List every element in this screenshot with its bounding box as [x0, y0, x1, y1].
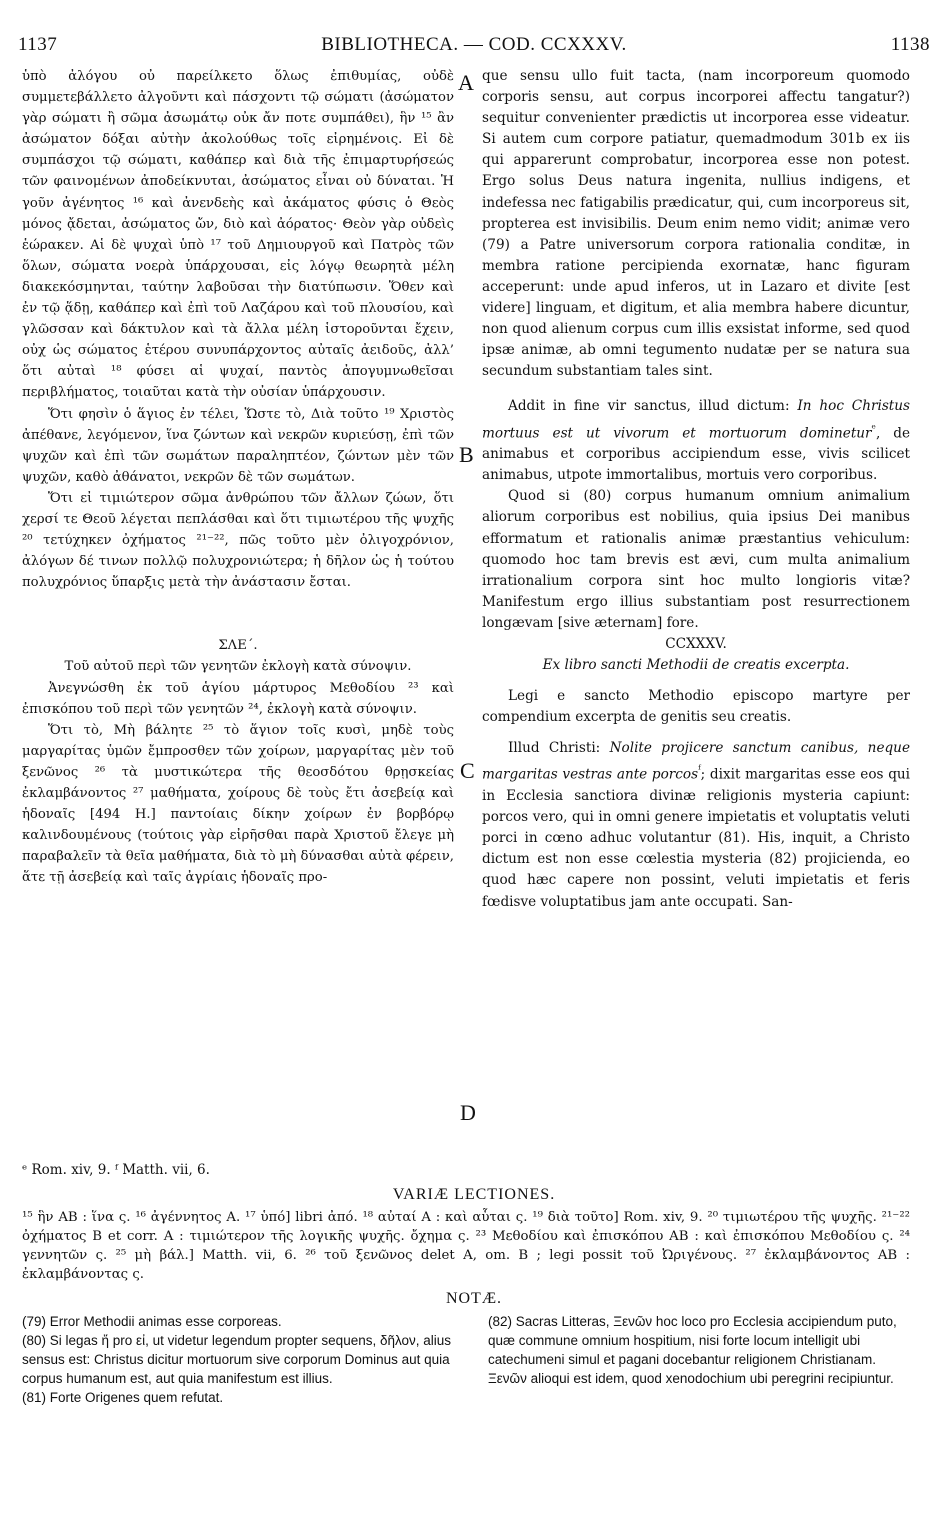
greek-column [22, 66, 454, 888]
greek-paragraph-4: Ἀνεγνώσθη ἐκ τοῦ ἁγίου μάρτυρος Μεθοδίου ²³ καὶ ἐπισκόπου τοῦ περὶ τῶν γενητῶν ²⁴, ἐκλογὴ κατὰ σύνοψιν. [22, 680, 454, 717]
latin-p5-quote: Nolite projicere sanctum canibus, neque margaritas vestras ante porcos [482, 740, 910, 783]
margin-letter-d: D [460, 1100, 476, 1125]
variae-lectiones [22, 1208, 910, 1284]
margin-letter-b: B [459, 442, 474, 467]
page-header [18, 34, 930, 58]
variae-text: ¹⁵ ἣν AB : ἵνα ς. ¹⁶ ἀγέννητος A. ¹⁷ ὑπό] libri ἀπό. ¹⁸ αὐταί A : καὶ αὗται ς. ¹⁹ διὰ τοῦτο] Rom. xiv, 9. ²⁰ τιμιωτέρου τῆς ψυχῆς. ²¹⁻²² ὀχήματος B et corr. A : τιμιώτερον τῆς λογικῆς ψυχῆς. ὄχημα ς. ²³ Μεθοδίου καὶ ἐπισκόπου AB : καὶ ἐπισκόπου Μεθοδίου ς. ²⁴ γεννητῶν ς. ²⁵ μὴ βάλ.] Matth. vii, 6. ²⁶ τοῦ ξενῶνος delet A, om. B ; legi possit τοῦ Ὠριγένους. ²⁷ ἐκλαμβάνοντος AB : ἐκλαμβάνοντας ς. [22, 1210, 910, 1282]
latin-paragraph-4: Legi e sancto Methodio episcopo martyre per compendium excerpta de genitis seu creatis. [482, 688, 910, 726]
greek-paragraph-1: ὑπὸ ἀλόγου οὐ παρείλκετο ὅλως ἐπιθυμίας, οὐδὲ συμμετεβάλλετο ἀλγοῦντι καὶ πάσχοντι τῷ σώματι (ἀσώματον γὰρ σώματι ἢ σῶμα ἀσωμάτῳ οὐκ ἄν ποτε συμπάθει), ἣν ¹⁵ ἂν ἀσώματον δόξαι αὐτὴν ἀκολούθως τοῖς εἰρημένοις. Εἰ δὲ συμπάσχοι τῷ σώματι, καθάπερ καὶ διὰ τῆς ἐπιμαρτυρήσεώς τῶν φαινομένων ἀποδείκνυται, ἀσώματος εἶναι οὐ δύναται. Ἡ γοῦν ἀγένητος ¹⁶ καὶ ἀνενδεὴς καὶ ἀκάματος φύσις ὁ Θεὸς μόνος ᾄδεται, ἀσώματος ὤν, διὸ καὶ ἀόρατος· Θεὸν γὰρ οὐδεὶς ἑώρακεν. Αἱ δὲ ψυχαὶ ὑπὸ ¹⁷ τοῦ Δημιουργοῦ καὶ Πατρὸς τῶν ὅλων, σώματα νοερὰ ὑπάρχουσαι, εἰς λόγῳ θεωρητὰ μέλη διακεκόσμηνται, ταύτην λαβοῦσαι τὴν διατύπωσιν. Ὅθεν καὶ ἐν τῷ ᾅδῃ, καθάπερ καὶ ἐπὶ τοῦ Λαζάρου καὶ τοῦ πλουσίου, καὶ γλῶσσαν καὶ δάκτυλον καὶ τὰ ἄλλα μέλη ἱστοροῦνται ἔχειν, οὐχ ὡς σώματος ἑτέρου συνυπάρχοντος αὐταῖς ἀειδοῦς, ἀλλ’ ὅτι αὐταὶ ¹⁸ φύσει αἱ ψυχαί, παντὸς ἀπογυμνωθεῖσαι περιβλήματος, τοιαῦται κατὰ τὴν οὐσίαν ὑπάρχουσιν. [22, 69, 454, 401]
greek-section-heading: Τοῦ αὐτοῦ περὶ τῶν γενητῶν ἐκλογὴ κατὰ σύνοψιν. [64, 659, 412, 675]
latin-p2-quote: In hoc Christus mortuus est ut vivorum et mortuorum dominetur [482, 398, 910, 442]
latin-p5-start: Illud Christi: [508, 740, 601, 757]
latin-p2-ref: ᵉ [871, 420, 876, 435]
latin-paragraph-1: que sensu ullo fuit tacta, (nam incorporeum quomodo corporis sensu, aut corpus incorporei affectu tangatur?) sequitur convenienter prædictis ut incorporea esse videatur. Si autem cum corpore patiatur, quemadmodum 301b ex iis qui apparerunt comprobatur, incorporea esse non potest. Ergo solus Deus natura ingenita, nullius indigens, et indefessa nec fatigabilis prædicatur, qui, cum incorporeus sit, propterea est invisibilis. Deum enim nemo vidit; animæ vero (79) a Patre universorum corpora rationalia conditæ, in membra ratione percipienda exornatæ, hanc figuram acceperunt: unde apud inferos, ut in Lazaro et divite [est videre] linguam, et digitum, et alia membra habere dicuntur, non quod alienum corpus cum illis exsistat informe, sed quod ipsæ animæ, ab omni tegumento nudatæ per se natura sua secundum substantiam tales sint. [482, 68, 910, 380]
scripture-references: ᵉ Rom. xiv, 9. ᶠ Matth. vii, 6. [22, 1162, 210, 1178]
running-title: BIBLIOTHECA. — COD. CCXXXV. [321, 34, 627, 55]
greek-paragraph-2: Ὅτι φησὶν ὁ ἅγιος ἐν τέλει, Ὥστε τὸ, Διὰ τοῦτο ¹⁹ Χριστὸς ἀπέθανε, λεγόμενον, ἵνα ζώντων καὶ νεκρῶν κυριεύσῃ, ἐπὶ τῶν ψυχῶν καὶ ἐπὶ τῶν σωμάτων παραληπτέον, ζώντων μὲν τῶν ψυχῶν, καθὸ ἀθάνατοι, νεκρῶν δὲ τῶν σωμάτων. [22, 406, 454, 485]
greek-paragraph-5: Ὅτι τὸ, Μὴ βάλητε ²⁵ τὸ ἅγιον τοῖς κυσὶ, μηδὲ τοὺς μαργαρίτας ὑμῶν ἔμπροσθεν τῶν χοίρων, μαργαρίτας μὲν τοῦ ξενῶνος ²⁶ τὰ μυστικώτερα τῆς θεοσδότου θρῃσκείας ἐκλαμβάνοντος ²⁷ μαθήματα, χοίρους δὲ τοὺς ἔτι ἀσεβείᾳ καὶ ἡδοναῖς [494 H.] παντοίαις δίκην χοίρων ἐν βορβόρῳ καλινδουμένους (τούτοις γὰρ εἰρῆσθαι παρὰ Χριστοῦ ἔλεγε μὴ παραβαλεῖν τὰ θεῖα μαθήματα, διὰ τὸ μὴ δύνασθαι αὐτὰ φέρειν, ἅτε τῇ ἀσεβείᾳ καὶ ταῖς ἀγρίαις ἡδοναῖς προ- [22, 722, 454, 886]
latin-p5-end: ; dixit margaritas esse eos qui in Ecclesia sanctiora divinæ religionis mysteria capiunt: porcos vero, qui in omni genere impietatis et voluptatis veluti porci in cœno adhuc volutantur (81). His, inquit, a Christo dictum est non esse cœlestia mysteria (82) projicienda, eo quod hæc capere non possint, veluti impietatis et feris fœdisve voluptatibus jam ante occupati. San- [482, 766, 911, 910]
notes-right-column [488, 1312, 910, 1388]
note-81: (81) Forte Origenes quem refutat. [22, 1390, 224, 1405]
latin-paragraph-2 [482, 396, 910, 486]
latin-section-heading: Ex libro sancti Methodii de creatis excerpta. [542, 657, 850, 674]
note-82: (82) Sacras Litteras, Ξενῶν hoc loco pro Ecclesia accipiendum puto, quæ commune omnium hospitium, nisi forte locum intelligit ubi catechumeni simul et pagani docebantur religionem Christianam. Ξενῶν alioqui est idem, quod xenodochium ubi peregrini recipiuntur. [488, 1314, 897, 1386]
note-80: (80) Si legas ἤ pro εἰ, ut videtur legendum propter sequens, δῆλον, alius sensus est: Christus dicitur mortuorum sive corporum Dominus aut quia corpus humanum est, aut quia manifestum est illius. [22, 1333, 452, 1386]
note-79: (79) Error Methodii animas esse corporeas. [22, 1314, 282, 1329]
left-page-number: 1137 [18, 34, 58, 55]
latin-p2-start: Addit in fine vir sanctus, illud dictum: [508, 398, 790, 415]
latin-p2-end: , de animabus et corporibus accipiendum esse, vivis scilicet animabus, utpote immortalibus, mortuis vero corporibus. [482, 425, 911, 484]
greek-section-number: ΣΛΕ΄. [218, 638, 258, 654]
latin-p5-ref: ᶠ [698, 762, 701, 777]
margin-letter-c: C [460, 758, 475, 783]
notae-title: NOTÆ. [445, 1290, 503, 1307]
right-page-number: 1138 [890, 34, 930, 55]
latin-section-number: CCXXXV. [665, 635, 727, 652]
latin-paragraph-5 [482, 738, 910, 912]
greek-paragraph-3: Ὅτι εἰ τιμιώτερον σῶμα ἀνθρώπου τῶν ἄλλων ζώων, ὅτι χερσί τε Θεοῦ λέγεται πεπλάσθαι καὶ ὅτι τιμιωτέρου τῆς ψυχῆς ²⁰ τετύχηκεν ὀχήματος ²¹⁻²², πῶς τοῦτο μὲν ὀλιγοχρόνιον, ἀλόγων δέ τινων πολλῷ πολυχρονιώτερα; ἡ δῆλον ὡς ἡ τούτου πολυχρόνιος ὕπαρξις μετὰ τὴν ἀνάστασιν ἔσται. [22, 490, 454, 591]
variae-lectiones-title: VARIÆ LECTIONES. [392, 1186, 556, 1203]
latin-paragraph-3: Quod si (80) corpus humanum omnium animalium aliorum corporibus est nobilius, quia ipsius Dei manibus efformatum et rationalis animæ præstantius vehiculum: quomodo hoc tam brevis est ævi, cum multa animalium irrationalium corpora sint hoc multo longioris vitæ? Manifestum ergo illius substantiam post resurrectionem longævam [sive æternam] fore. [482, 488, 910, 631]
latin-column [482, 66, 910, 913]
notes-left-column [22, 1312, 454, 1407]
margin-letter-a: A [458, 70, 474, 95]
